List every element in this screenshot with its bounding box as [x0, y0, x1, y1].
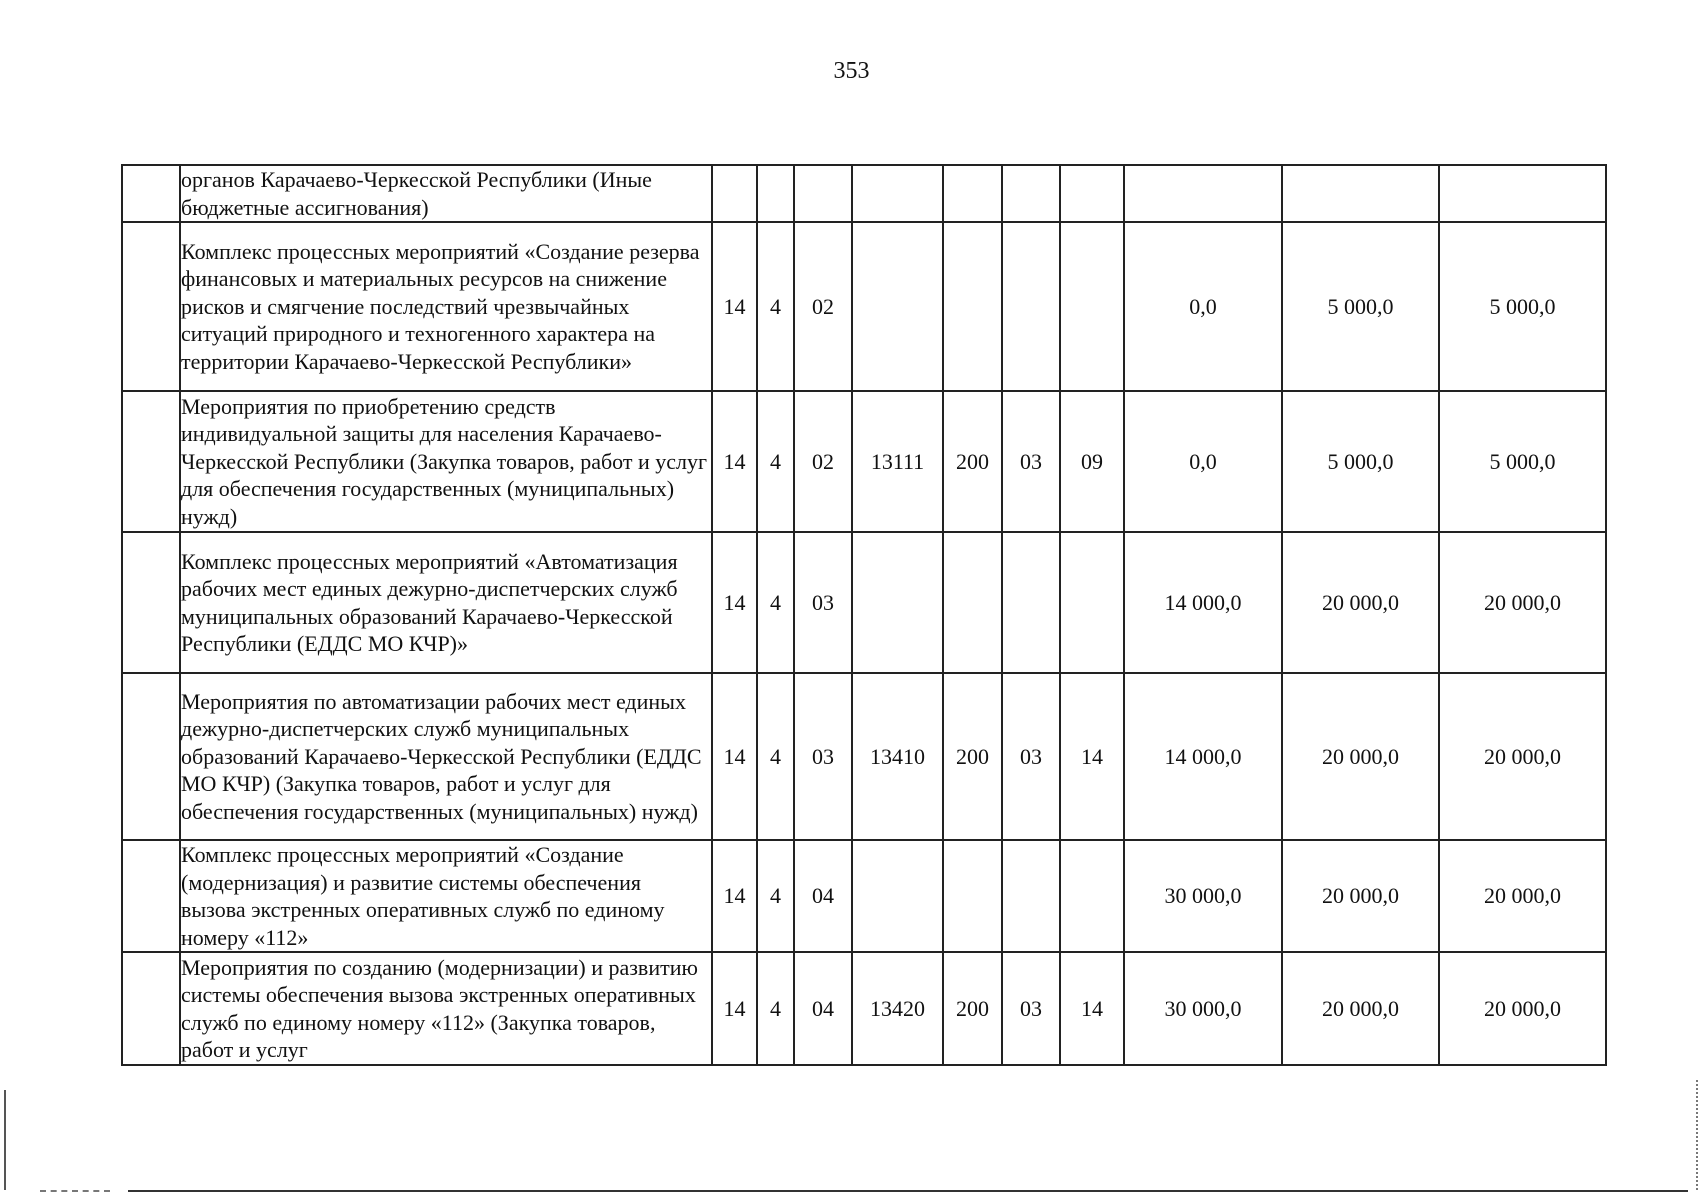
- amount-cell: 20 000,0: [1282, 840, 1439, 952]
- amount-cell: 5 000,0: [1282, 391, 1439, 532]
- code-cell: 4: [757, 222, 794, 391]
- code-cell: 02: [794, 222, 852, 391]
- amount-cell: 30 000,0: [1124, 952, 1282, 1065]
- row-index-cell: [122, 222, 180, 391]
- amount-cell: 5 000,0: [1439, 391, 1606, 532]
- code-cell: [852, 532, 943, 673]
- code-cell: 200: [943, 673, 1002, 840]
- code-cell: 14: [712, 673, 757, 840]
- code-cell: 14: [712, 391, 757, 532]
- code-cell: 14: [1060, 673, 1124, 840]
- code-cell: 4: [757, 952, 794, 1065]
- code-cell: [712, 165, 757, 222]
- code-cell: [1002, 222, 1060, 391]
- code-cell: 03: [794, 532, 852, 673]
- code-cell: [1002, 840, 1060, 952]
- code-cell: 13111: [852, 391, 943, 532]
- code-cell: [1060, 532, 1124, 673]
- item-name: Комплекс процессных мероприятий «Автоматизация рабочих мест единых дежурно-диспетчерских служб муниципальных образований Карачаево-Черкесской Республики (ЕДДС МО КЧР)»: [180, 532, 712, 673]
- amount-cell: 5 000,0: [1439, 222, 1606, 391]
- code-cell: [852, 222, 943, 391]
- code-cell: 13420: [852, 952, 943, 1065]
- amount-cell: 20 000,0: [1282, 673, 1439, 840]
- item-name: Мероприятия по приобретению средств индивидуальной защиты для населения Карачаево-Черкесской Республики (Закупка товаров, работ и услуг для обеспечения государственных (муниципальных) нужд): [180, 391, 712, 532]
- code-cell: 4: [757, 391, 794, 532]
- code-cell: 03: [1002, 952, 1060, 1065]
- code-cell: 14: [712, 532, 757, 673]
- budget-table: [121, 164, 1607, 1066]
- code-cell: 04: [794, 952, 852, 1065]
- bottom-rule: [128, 1190, 1688, 1192]
- code-cell: [943, 222, 1002, 391]
- row-index-cell: [122, 952, 180, 1065]
- code-cell: [1060, 165, 1124, 222]
- code-cell: 14: [1060, 952, 1124, 1065]
- code-cell: 03: [794, 673, 852, 840]
- amount-cell: 0,0: [1124, 391, 1282, 532]
- item-name: органов Карачаево-Черкесской Республики (Иные бюджетные ассигнования): [180, 165, 712, 222]
- scan-margin-mark: [1696, 1080, 1698, 1190]
- code-cell: [1002, 532, 1060, 673]
- code-cell: 03: [1002, 673, 1060, 840]
- amount-cell: 0,0: [1124, 222, 1282, 391]
- item-name: Комплекс процессных мероприятий «Создание резерва финансовых и материальных ресурсов на снижение рисков и смягчение последствий чрезвычайных ситуаций природного и техногенного характера на территории Карачаево-Черкесской Республики»: [180, 222, 712, 391]
- amount-cell: [1282, 165, 1439, 222]
- table-row: [122, 673, 1606, 840]
- code-cell: [1002, 165, 1060, 222]
- item-name: Мероприятия по созданию (модернизации) и развитию системы обеспечения вызова экстренных оперативных служб по единому номеру «112» (Закупка товаров, работ и услуг: [180, 952, 712, 1065]
- scan-dashes: [40, 1190, 110, 1192]
- table-row: [122, 222, 1606, 391]
- amount-cell: 20 000,0: [1282, 952, 1439, 1065]
- amount-cell: 20 000,0: [1439, 532, 1606, 673]
- amount-cell: [1124, 165, 1282, 222]
- code-cell: 14: [712, 952, 757, 1065]
- amount-cell: 14 000,0: [1124, 532, 1282, 673]
- code-cell: 02: [794, 391, 852, 532]
- code-cell: 4: [757, 840, 794, 952]
- amount-cell: 20 000,0: [1439, 840, 1606, 952]
- page-number: 353: [833, 58, 870, 84]
- table-row: [122, 532, 1606, 673]
- row-index-cell: [122, 391, 180, 532]
- code-cell: [943, 840, 1002, 952]
- code-cell: 13410: [852, 673, 943, 840]
- code-cell: [852, 840, 943, 952]
- code-cell: 09: [1060, 391, 1124, 532]
- amount-cell: 30 000,0: [1124, 840, 1282, 952]
- code-cell: [1060, 840, 1124, 952]
- row-index-cell: [122, 673, 180, 840]
- row-index-cell: [122, 165, 180, 222]
- amount-cell: 20 000,0: [1439, 673, 1606, 840]
- code-cell: [943, 165, 1002, 222]
- code-cell: 14: [712, 222, 757, 391]
- code-cell: 200: [943, 391, 1002, 532]
- row-index-cell: [122, 840, 180, 952]
- item-name: Комплекс процессных мероприятий «Создание (модернизация) и развитие системы обеспечения вызова экстренных оперативных служб по единому номеру «112»: [180, 840, 712, 952]
- table-row: [122, 165, 1606, 222]
- amount-cell: 20 000,0: [1439, 952, 1606, 1065]
- table-row: [122, 391, 1606, 532]
- scan-margin-mark: [4, 1090, 6, 1190]
- code-cell: [794, 165, 852, 222]
- amount-cell: 14 000,0: [1124, 673, 1282, 840]
- amount-cell: 20 000,0: [1282, 532, 1439, 673]
- amount-cell: 5 000,0: [1282, 222, 1439, 391]
- code-cell: 4: [757, 673, 794, 840]
- item-name: Мероприятия по автоматизации рабочих мест единых дежурно-диспетчерских служб муниципальных образований Карачаево-Черкесской Республики (ЕДДС МО КЧР) (Закупка товаров, работ и услуг для обеспечения государственных (муниципальных) нужд): [180, 673, 712, 840]
- code-cell: 4: [757, 532, 794, 673]
- table-row: [122, 840, 1606, 952]
- code-cell: 04: [794, 840, 852, 952]
- code-cell: [1060, 222, 1124, 391]
- code-cell: 03: [1002, 391, 1060, 532]
- row-index-cell: [122, 532, 180, 673]
- amount-cell: [1439, 165, 1606, 222]
- code-cell: [852, 165, 943, 222]
- code-cell: [757, 165, 794, 222]
- table-row: [122, 952, 1606, 1065]
- code-cell: [943, 532, 1002, 673]
- code-cell: 14: [712, 840, 757, 952]
- code-cell: 200: [943, 952, 1002, 1065]
